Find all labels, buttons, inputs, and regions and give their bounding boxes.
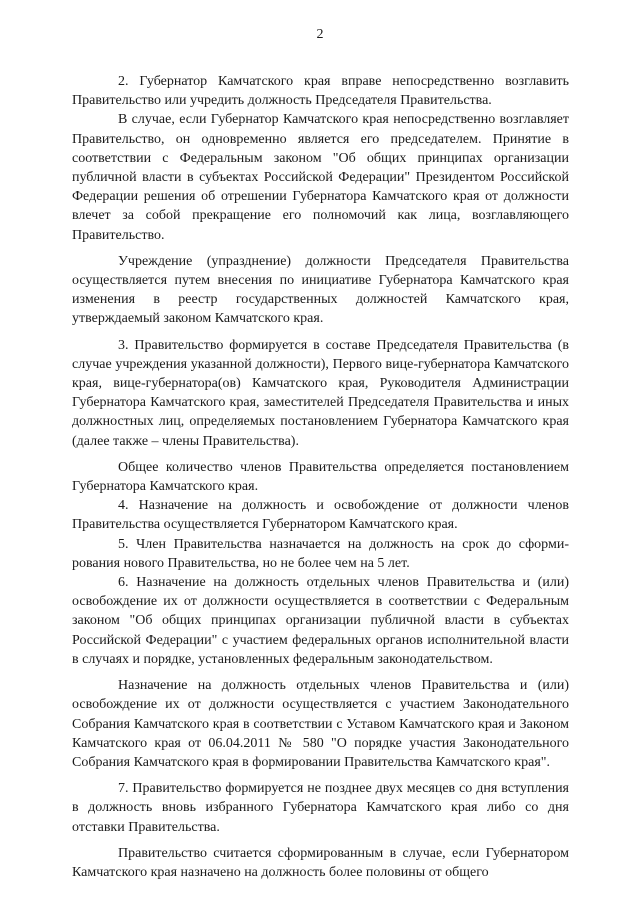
paragraph-6: 6. Назначение на должность отдельных членов Правительства и (или) освобождение их от должности осуществляется в соответствии с Федеральным законом "Об общих принципах организации публичной власти в субъектах Российской Федерации" с участием федеральных органов исполнительной власти в случаях и порядке, установленных федеральным законодательством. [72,575,569,667]
paragraph-4: 4. Назначение на должность и освобождение от должности членов Правительства осуществляется Губернатором Камчатского края. [72,498,569,533]
paragraph-2: 2. Губернатор Камчатского края вправе непосредственно возглавить Правительство или учредить должность Председателя Правительства. [72,74,569,109]
paragraph-5: 5. Член Правительства назначается на должность на срок до сформирования нового Правительства, но не более чем на 5 лет. [72,536,569,571]
paragraph-3: 3. Правительство формируется в составе Председателя Правительства (в случае учреждения указанной должности), Первого вице-губернатора Камчатского края, вице-губернатора(ов) Камчатского края, Руководителя Администрации Губернатора Камчатского края, заместителей Председателя Правительства и иных должностных лиц, определяемых постановлением Губернатора Камчатского края (далее также – члены Правительства). [72,337,569,449]
paragraph-members-count: Общее количество членов Правительства определяется постановлением Губернатора Камчатского края. [72,459,569,495]
paragraph-7: 7. Правительство формируется не позднее двух месяцев со дня вступления в должность вновь избранного Губернатора Камчатского края либо со дня отставки Правительства. [72,781,569,835]
paragraph-governor-heads-government: В случае, если Губернатор Камчатского края непосредственно возглавляет Правительство, он одновременно является его председателем. Принятие в соответствии с Федеральным законом "Об общих принципах организации публичной власти в субъектах Российской Федерации" Президентом Российской Федерации решения об отрешении Губернатора Камчатского края от должности влечет за собой прекращение его полномочий как лица, возглавляющего Правительство. [72,112,569,243]
document-body [72,72,569,882]
paragraph-government-formed: Правительство считается сформированным в случае, если Губернатором Камчатского края назначено на должность более половины от общего [72,845,569,880]
paragraph-chairman-position: Учреждение (упразднение) должности Председателя Правительства осуществляется путем внесения по инициативе Губернатора Камчатского края изменения в реестр государственных должностей Камчатского края, утверждаемый законом Камчатского края. [72,253,569,327]
page-number: 2 [316,27,324,42]
paragraph-legislative-assembly: Назначение на должность отдельных членов Правительства и (или) освобождение их от должности осуществляется с участием Законодательного Собрания Камчатского края в соответствии с Уставом Камчатского края и Законом Камчатского края от 06.04.2011 № 580 "О порядке участия Законодательного Собрания Камчатского края в формировании Правительства Камчатского края". [72,678,569,770]
